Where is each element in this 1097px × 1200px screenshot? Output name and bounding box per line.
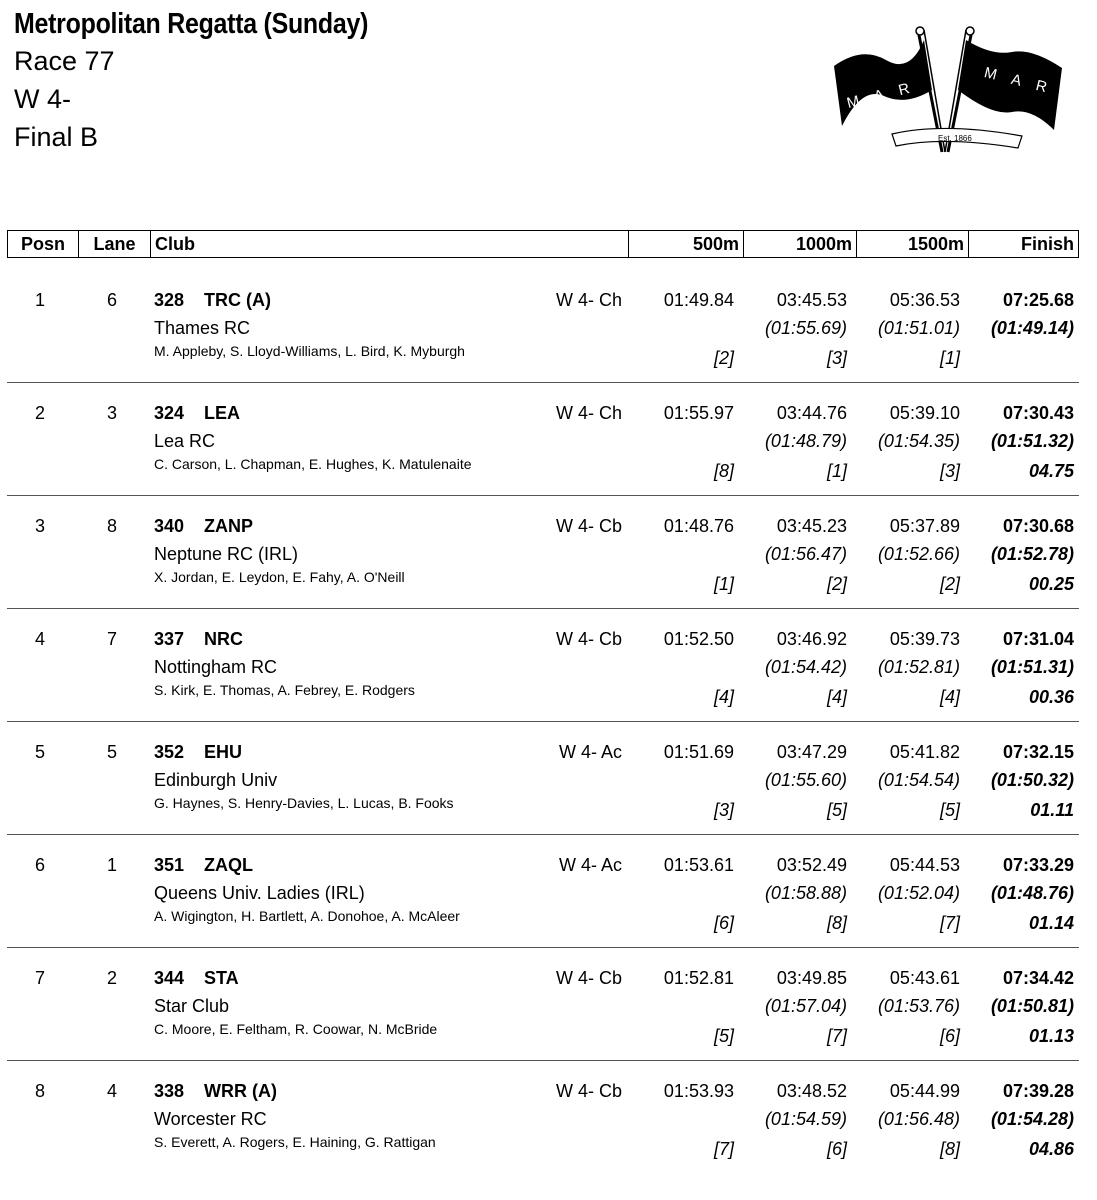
club-name: Star Club	[154, 996, 230, 1016]
segment-finish: (01:49.14)	[990, 318, 1074, 338]
finish-margin: 04.75	[1028, 461, 1074, 481]
col-posn: Posn	[20, 234, 65, 254]
category-cell: W 4- Cb	[555, 968, 622, 988]
lane-cell: 5	[106, 742, 117, 762]
rank-1500m: [8]	[939, 1139, 960, 1159]
rank-1000m: [7]	[826, 1026, 847, 1046]
club-name: Neptune RC (IRL)	[154, 544, 299, 564]
result-row	[0, 515, 1097, 628]
finish-time: 07:25.68	[1002, 290, 1074, 310]
lane-cell: 4	[106, 1081, 117, 1101]
lane-cell: 1	[106, 855, 117, 875]
segment-finish: (01:50.32)	[990, 770, 1074, 790]
race-number: Race 77	[14, 46, 115, 76]
segment-1500m: (01:53.76)	[877, 996, 960, 1016]
row-divider	[7, 721, 1079, 722]
boat-number: 324	[154, 403, 185, 423]
posn-cell: 4	[34, 629, 45, 649]
rank-500m: [2]	[713, 348, 734, 368]
boat-number: 351	[154, 855, 185, 875]
split-1000m: 03:46.92	[776, 629, 847, 649]
category-cell: W 4- Ac	[558, 742, 622, 762]
segment-finish: (01:50.81)	[990, 996, 1074, 1016]
rank-500m: [4]	[713, 687, 734, 707]
posn-cell: 5	[34, 742, 45, 762]
segment-1000m: (01:48.79)	[764, 431, 847, 451]
split-500m: 01:48.76	[663, 516, 734, 536]
col-1000m: 1000m	[743, 231, 856, 257]
segment-1500m: (01:56.48)	[877, 1109, 960, 1129]
race-stage: Final B	[14, 122, 99, 152]
boat-number: 344	[154, 968, 185, 988]
segment-1000m: (01:55.69)	[764, 318, 847, 338]
category-cell: W 4- Cb	[555, 1081, 622, 1101]
crew-names: X. Jordan, E. Leydon, E. Fahy, A. O'Neill	[154, 569, 405, 585]
posn-cell: 2	[34, 403, 45, 423]
split-1000m: 03:49.85	[776, 968, 847, 988]
split-1000m: 03:45.53	[776, 290, 847, 310]
segment-1500m: (01:52.81)	[877, 657, 960, 677]
category-cell: W 4- Ch	[555, 403, 622, 423]
crew-code: NRC	[204, 629, 243, 649]
boat-number: 338	[154, 1081, 185, 1101]
rank-500m: [6]	[713, 913, 734, 933]
rank-1000m: [1]	[826, 461, 847, 481]
rank-1500m: [1]	[939, 348, 960, 368]
segment-finish: (01:52.78)	[990, 544, 1074, 564]
boat-number: 340	[154, 516, 185, 536]
finish-margin: 00.25	[1028, 574, 1074, 594]
lane-cell: 2	[106, 968, 117, 988]
page-header	[14, 6, 426, 156]
split-500m: 01:53.93	[663, 1081, 734, 1101]
split-1500m: 05:44.99	[889, 1081, 960, 1101]
rank-1000m: [2]	[826, 574, 847, 594]
split-500m: 01:53.61	[663, 855, 734, 875]
segment-1500m: (01:54.35)	[877, 431, 960, 451]
finish-time: 07:32.15	[1002, 742, 1074, 762]
club-name: Edinburgh Univ	[154, 770, 278, 790]
segment-finish: (01:51.31)	[990, 657, 1074, 677]
split-500m: 01:51.69	[663, 742, 734, 762]
split-1000m: 03:52.49	[776, 855, 847, 875]
split-1500m: 05:43.61	[889, 968, 960, 988]
col-finish: Finish	[968, 231, 1078, 257]
split-500m: 01:49.84	[663, 290, 734, 310]
rank-500m: [3]	[713, 800, 734, 820]
split-500m: 01:55.97	[663, 403, 734, 423]
col-club: Club	[150, 231, 628, 257]
boat-number: 352	[154, 742, 185, 762]
regatta-title: Metropolitan Regatta (Sunday)	[14, 8, 369, 40]
finish-time: 07:39.28	[1002, 1081, 1074, 1101]
col-500m: 500m	[628, 231, 743, 257]
result-row	[0, 628, 1097, 741]
split-500m: 01:52.50	[663, 629, 734, 649]
posn-cell: 6	[34, 855, 45, 875]
lane-cell: 7	[106, 629, 117, 649]
crew-names: C. Carson, L. Chapman, E. Hughes, K. Matulenaite	[154, 456, 472, 472]
result-row	[0, 1080, 1097, 1193]
col-lane: Lane	[78, 231, 150, 257]
split-1500m: 05:36.53	[889, 290, 960, 310]
posn-cell: 8	[34, 1081, 45, 1101]
crew-names: S. Everett, A. Rogers, E. Haining, G. Rattigan	[154, 1134, 436, 1150]
split-1000m: 03:44.76	[776, 403, 847, 423]
rank-1000m: [3]	[826, 348, 847, 368]
crew-names: G. Haynes, S. Henry-Davies, L. Lucas, B. Fooks	[154, 795, 454, 811]
segment-1000m: (01:54.59)	[764, 1109, 847, 1129]
rank-1000m: [8]	[826, 913, 847, 933]
split-1500m: 05:39.73	[889, 629, 960, 649]
row-divider	[7, 608, 1079, 609]
row-divider	[7, 382, 1079, 383]
rank-1500m: [4]	[939, 687, 960, 707]
split-1000m: 03:47.29	[776, 742, 847, 762]
club-name: Queens Univ. Ladies (IRL)	[154, 883, 365, 903]
rank-1500m: [7]	[939, 913, 960, 933]
rank-1500m: [5]	[939, 800, 960, 820]
rank-500m: [7]	[713, 1139, 734, 1159]
row-divider	[7, 495, 1079, 496]
crew-code: ZANP	[204, 516, 253, 536]
finish-margin: 01.14	[1028, 913, 1074, 933]
segment-1500m: (01:51.01)	[877, 318, 960, 338]
crew-names: C. Moore, E. Feltham, R. Coowar, N. McBride	[154, 1021, 438, 1037]
crew-names: M. Appleby, S. Lloyd-Williams, L. Bird, K. Myburgh	[154, 343, 465, 359]
row-divider	[7, 834, 1079, 835]
boat-number: 328	[154, 290, 185, 310]
split-1000m: 03:45.23	[776, 516, 847, 536]
segment-1500m: (01:52.66)	[877, 544, 960, 564]
logo-established: Est. 1866	[938, 134, 972, 143]
finish-margin: 01.13	[1028, 1026, 1074, 1046]
club-name: Thames RC	[154, 318, 251, 338]
posn-cell: 3	[34, 516, 45, 536]
rank-1000m: [6]	[826, 1139, 847, 1159]
finish-time: 07:30.68	[1002, 516, 1074, 536]
lane-cell: 8	[106, 516, 117, 536]
split-1500m: 05:41.82	[889, 742, 960, 762]
rank-1500m: [2]	[939, 574, 960, 594]
split-1500m: 05:39.10	[889, 403, 960, 423]
finish-margin: 01.11	[1030, 800, 1074, 820]
category-cell: W 4- Ch	[555, 290, 622, 310]
crew-code: LEA	[204, 403, 240, 423]
result-row	[0, 967, 1097, 1080]
result-row	[0, 854, 1097, 967]
crew-names: A. Wigington, H. Bartlett, A. Donohoe, A. McAleer	[154, 908, 460, 924]
finish-margin: 04.86	[1028, 1139, 1074, 1159]
rank-500m: [8]	[713, 461, 734, 481]
logo-left-letters: M A R	[845, 78, 918, 112]
rank-1500m: [3]	[939, 461, 960, 481]
finish-time: 07:30.43	[1002, 403, 1074, 423]
event-name: W 4-	[14, 84, 71, 114]
crew-code: TRC (A)	[204, 290, 271, 310]
segment-1000m: (01:58.88)	[764, 883, 847, 903]
results-column-header	[7, 230, 1079, 258]
logo-right-letters: M A R	[982, 64, 1055, 98]
rank-500m: [5]	[713, 1026, 734, 1046]
split-1000m: 03:48.52	[776, 1081, 847, 1101]
finish-margin: 00.36	[1028, 687, 1074, 707]
segment-1000m: (01:57.04)	[764, 996, 847, 1016]
result-row	[0, 289, 1097, 402]
crew-code: EHU	[204, 742, 243, 762]
crew-code: STA	[204, 968, 239, 988]
rank-1000m: [5]	[826, 800, 847, 820]
finish-time: 07:33.29	[1002, 855, 1074, 875]
finish-time: 07:31.04	[1002, 629, 1074, 649]
crew-names: S. Kirk, E. Thomas, A. Febrey, E. Rodgers	[154, 682, 415, 698]
rank-1000m: [4]	[826, 687, 847, 707]
boat-number: 337	[154, 629, 185, 649]
rank-500m: [1]	[713, 574, 734, 594]
lane-cell: 6	[106, 290, 117, 310]
posn-cell: 1	[34, 290, 45, 310]
club-name: Lea RC	[154, 431, 216, 451]
club-name: Nottingham RC	[154, 657, 278, 677]
crew-code: ZAQL	[204, 855, 253, 875]
result-row	[0, 741, 1097, 854]
split-1500m: 05:37.89	[889, 516, 960, 536]
segment-1000m: (01:55.60)	[764, 770, 847, 790]
finish-time: 07:34.42	[1002, 968, 1074, 988]
segment-finish: (01:54.28)	[990, 1109, 1074, 1129]
crew-code: WRR (A)	[204, 1081, 277, 1101]
segment-1500m: (01:54.54)	[877, 770, 960, 790]
row-divider	[7, 947, 1079, 948]
split-1500m: 05:44.53	[889, 855, 960, 875]
split-500m: 01:52.81	[663, 968, 734, 988]
segment-1000m: (01:54.42)	[764, 657, 847, 677]
segment-1000m: (01:56.47)	[764, 544, 847, 564]
posn-cell: 7	[34, 968, 45, 988]
segment-finish: (01:51.32)	[990, 431, 1074, 451]
regatta-logo	[832, 26, 1064, 156]
col-1500m: 1500m	[856, 231, 968, 257]
rank-1500m: [6]	[939, 1026, 960, 1046]
lane-cell: 3	[106, 403, 117, 423]
club-name: Worcester RC	[154, 1109, 267, 1129]
category-cell: W 4- Cb	[555, 516, 622, 536]
result-row	[0, 402, 1097, 515]
category-cell: W 4- Cb	[555, 629, 622, 649]
row-divider	[7, 1060, 1079, 1061]
segment-finish: (01:48.76)	[990, 883, 1074, 903]
segment-1500m: (01:52.04)	[877, 883, 960, 903]
category-cell: W 4- Ac	[558, 855, 622, 875]
